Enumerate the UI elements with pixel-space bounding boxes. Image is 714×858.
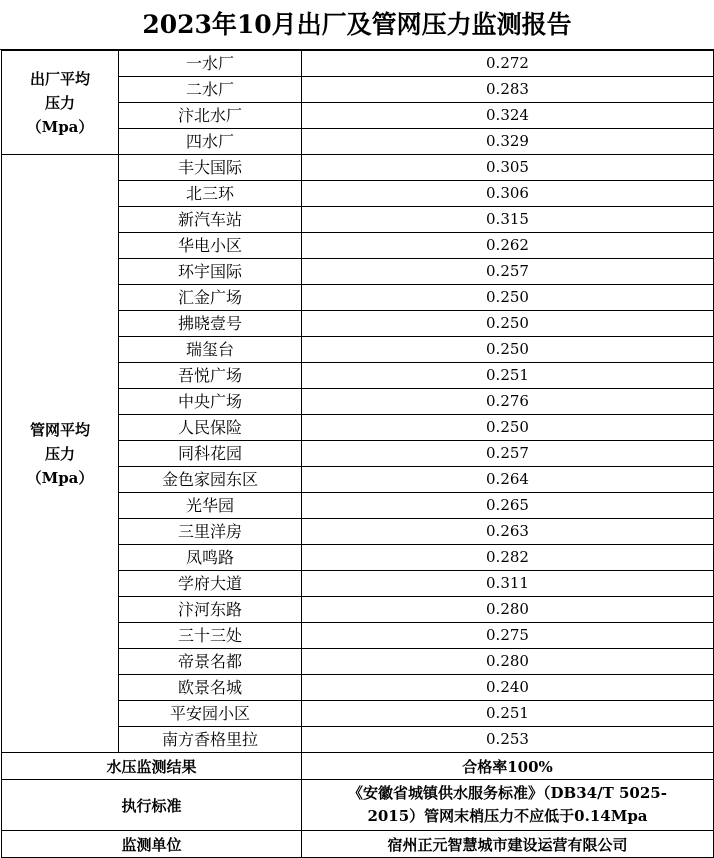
table-row (2, 51, 714, 77)
station-name: 汴河东路 (119, 597, 302, 623)
station-name: 帝景名都 (119, 649, 302, 675)
station-name: 人民保险 (119, 415, 302, 441)
pressure-table-body (2, 51, 714, 858)
pressure-value: 0.275 (302, 623, 714, 649)
station-name: 汇金广场 (119, 285, 302, 311)
station-name: 吾悦广场 (119, 363, 302, 389)
standard-row-value (302, 780, 714, 831)
station-name: 凤鸣路 (119, 545, 302, 571)
pressure-value: 0.306 (302, 181, 714, 207)
pressure-value: 0.315 (302, 207, 714, 233)
pressure-value: 0.264 (302, 467, 714, 493)
station-name: 同科花园 (119, 441, 302, 467)
pressure-value: 0.265 (302, 493, 714, 519)
network-group-label-line: 管网平均 (29, 420, 90, 439)
station-name: 一水厂 (119, 51, 302, 77)
station-name: 平安园小区 (119, 701, 302, 727)
pressure-value: 0.280 (302, 597, 714, 623)
station-name: 四水厂 (119, 129, 302, 155)
pressure-value: 0.251 (302, 363, 714, 389)
pressure-value: 0.283 (302, 77, 714, 103)
station-name: 三十三处 (119, 623, 302, 649)
report-title: 2023年10月出厂及管网压力监测报告 (0, 0, 714, 50)
unit-row (2, 831, 714, 858)
factory-group-label-line: 压力 (44, 93, 75, 112)
pressure-value: 0.253 (302, 727, 714, 753)
unit-row-value: 宿州正元智慧城市建设运营有限公司 (302, 831, 714, 858)
result-row-label: 水压监测结果 (2, 753, 302, 780)
pressure-value: 0.251 (302, 701, 714, 727)
standard-text-line: 2015）管网末梢压力不应低于0.14Mpa (367, 807, 648, 825)
network-group-label-line: 压力 (44, 444, 75, 463)
station-name: 瑞玺台 (119, 337, 302, 363)
station-name: 中央广场 (119, 389, 302, 415)
standard-row (2, 780, 714, 831)
pressure-table (1, 50, 714, 858)
factory-group-label-line: 出厂平均 (29, 69, 90, 88)
station-name: 学府大道 (119, 571, 302, 597)
pressure-value: 0.305 (302, 155, 714, 181)
station-name: 二水厂 (119, 77, 302, 103)
result-row-value: 合格率100% (302, 753, 714, 780)
station-name: 北三环 (119, 181, 302, 207)
network-group-label (2, 155, 119, 753)
station-name: 丰大国际 (119, 155, 302, 181)
station-name: 光华园 (119, 493, 302, 519)
station-name: 拂晓壹号 (119, 311, 302, 337)
station-name: 新汽车站 (119, 207, 302, 233)
pressure-value: 0.257 (302, 259, 714, 285)
station-name: 欧景名城 (119, 675, 302, 701)
pressure-value: 0.250 (302, 337, 714, 363)
pressure-value: 0.250 (302, 311, 714, 337)
pressure-value: 0.272 (302, 51, 714, 77)
standard-row-label: 执行标准 (2, 780, 302, 831)
pressure-value: 0.329 (302, 129, 714, 155)
station-name: 南方香格里拉 (119, 727, 302, 753)
pressure-value: 0.276 (302, 389, 714, 415)
table-row (2, 155, 714, 181)
factory-group-label (2, 51, 119, 155)
unit-row-label: 监测单位 (2, 831, 302, 858)
factory-group-label-line: （Mpa） (26, 117, 94, 136)
station-name: 环宇国际 (119, 259, 302, 285)
pressure-value: 0.280 (302, 649, 714, 675)
station-name: 三里洋房 (119, 519, 302, 545)
pressure-value: 0.240 (302, 675, 714, 701)
pressure-value: 0.257 (302, 441, 714, 467)
pressure-value: 0.250 (302, 415, 714, 441)
pressure-value: 0.311 (302, 571, 714, 597)
pressure-value: 0.250 (302, 285, 714, 311)
pressure-value: 0.282 (302, 545, 714, 571)
station-name: 汴北水厂 (119, 103, 302, 129)
pressure-value: 0.324 (302, 103, 714, 129)
standard-text-line: 《安徽省城镇供水服务标准》（DB34/T 5025- (348, 784, 667, 802)
result-row (2, 753, 714, 780)
network-group-label-line: （Mpa） (26, 468, 94, 487)
pressure-value: 0.263 (302, 519, 714, 545)
station-name: 华电小区 (119, 233, 302, 259)
pressure-value: 0.262 (302, 233, 714, 259)
station-name: 金色家园东区 (119, 467, 302, 493)
